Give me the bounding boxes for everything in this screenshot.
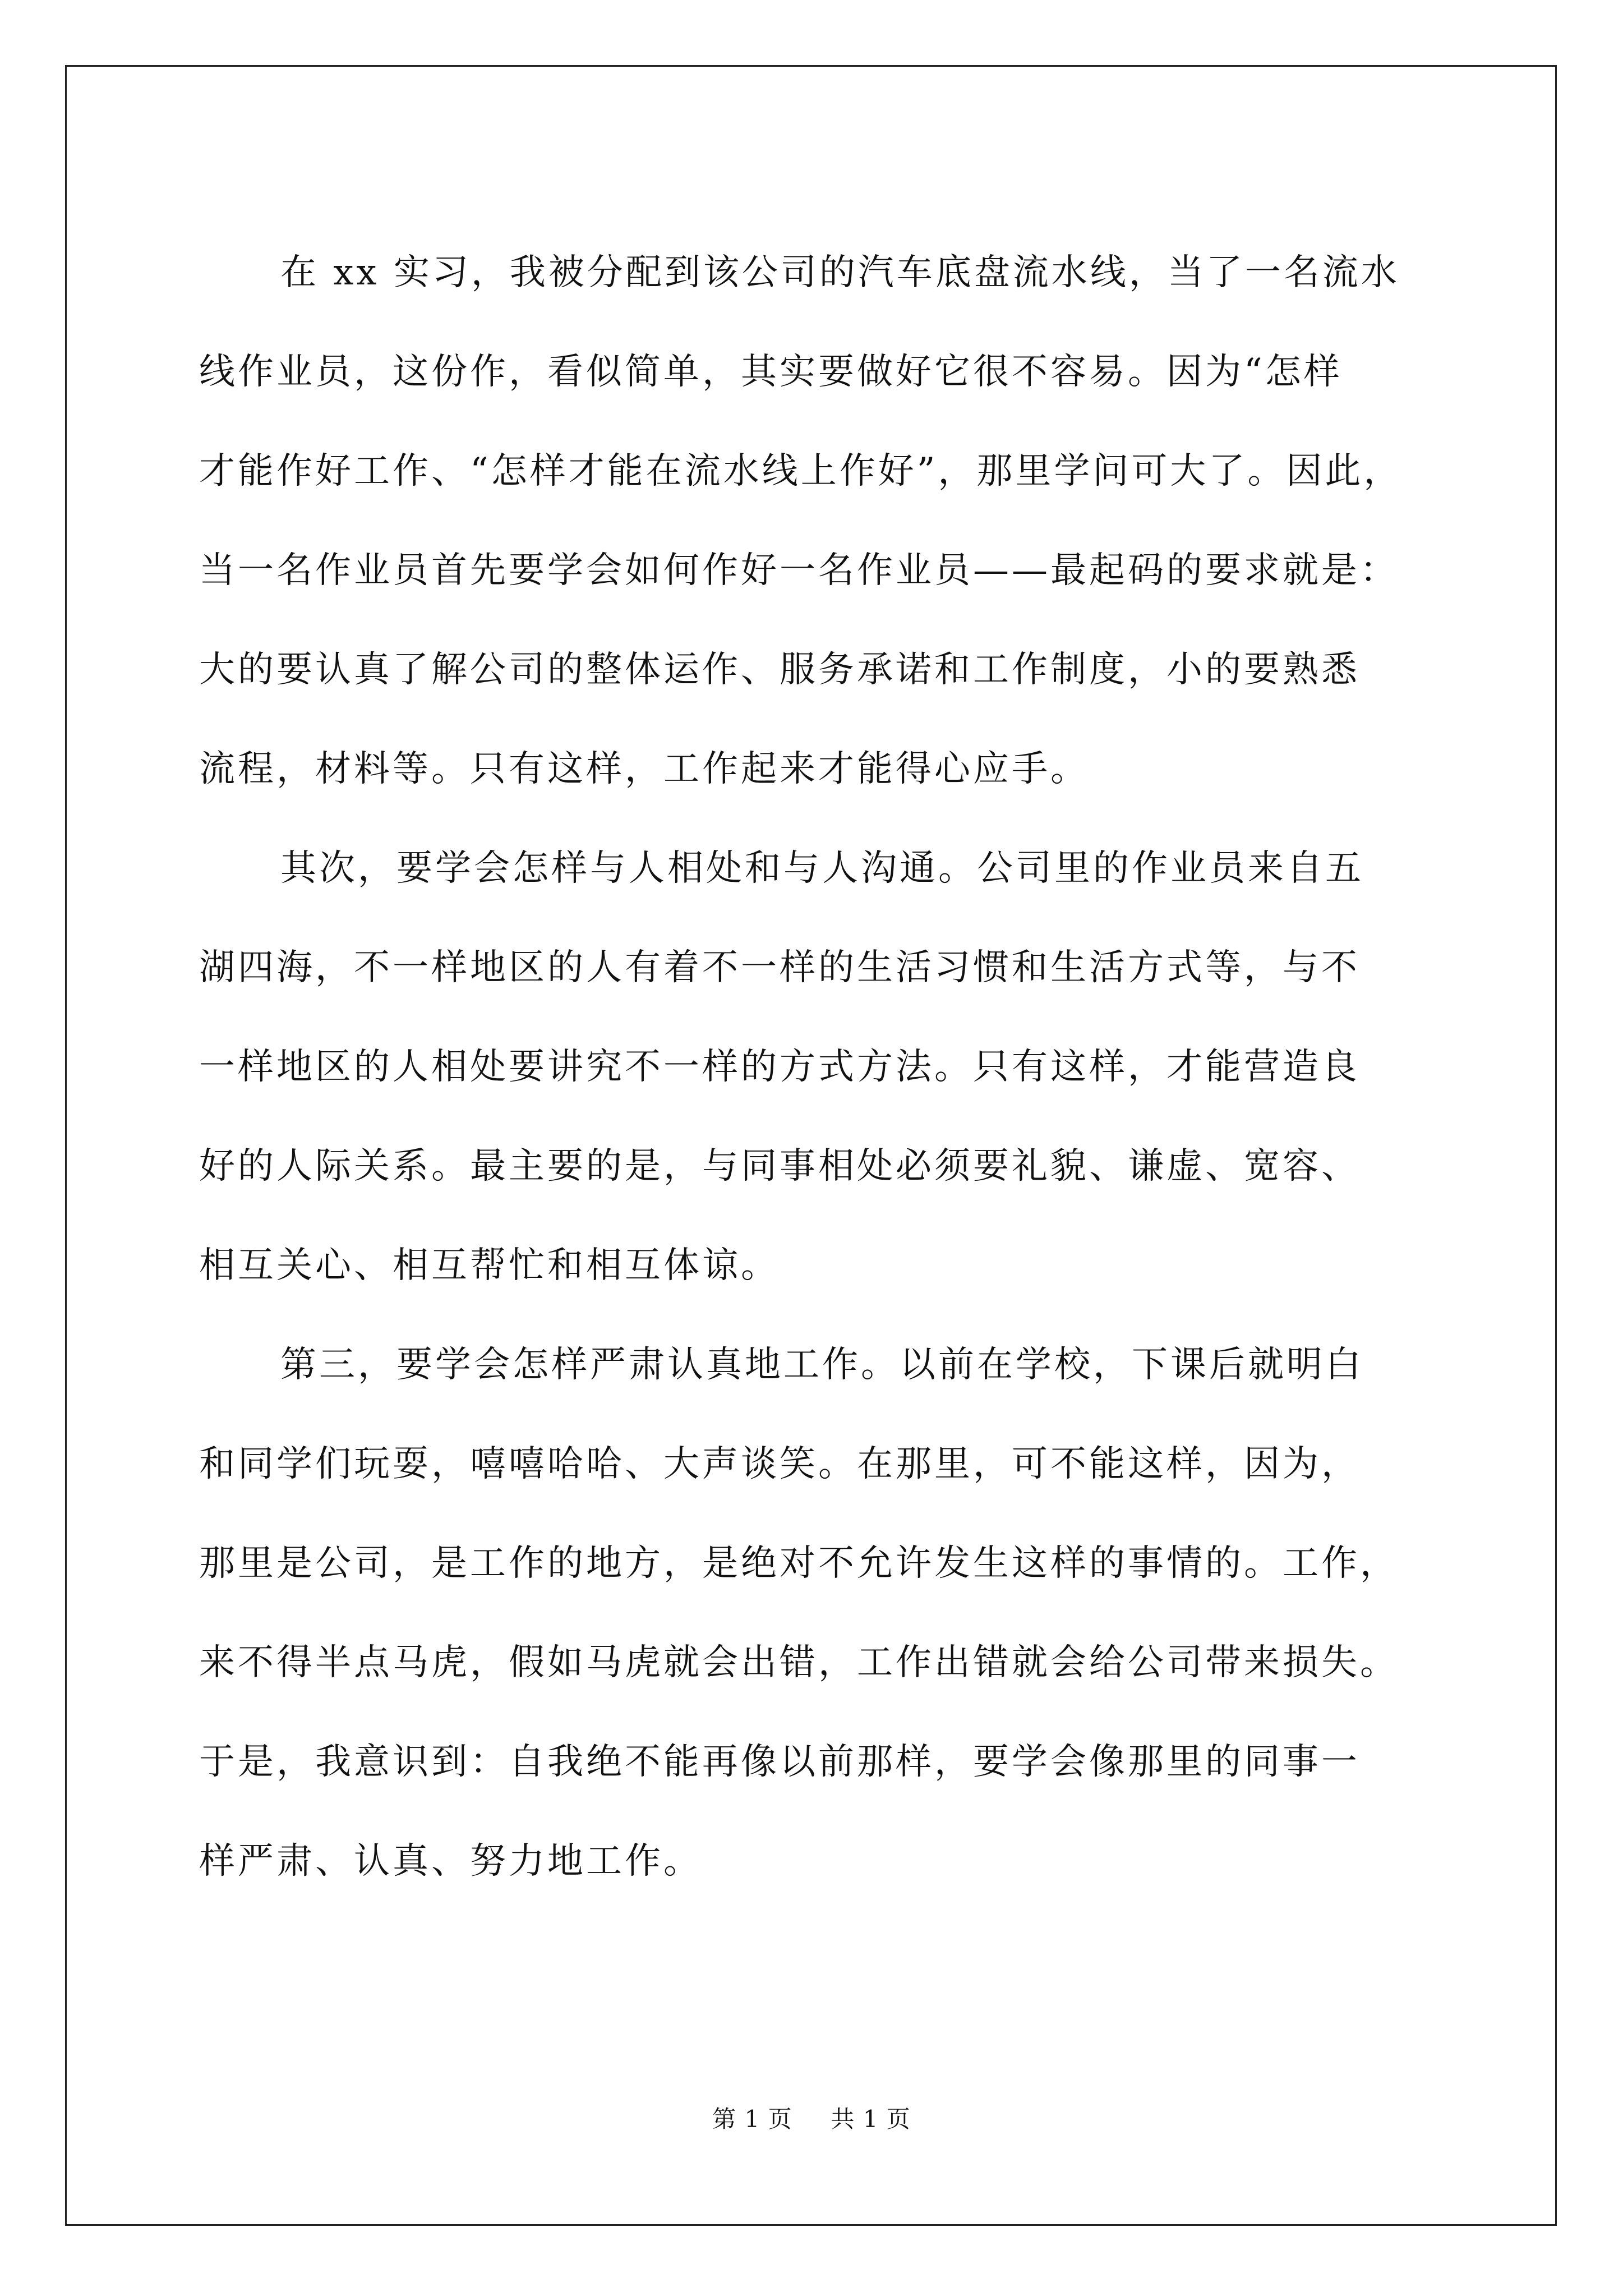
paragraph-2-line-3: 一样地区的人相处要讲究不一样的方式方法。只有这样，才能营造良 — [199, 1046, 1360, 1088]
page-footer — [0, 2101, 1623, 2134]
paragraph-1-line-5: 大的要认真了解公司的整体运作、服务承诺和工作制度，小的要熟悉 — [199, 649, 1360, 691]
paragraph-3-line-1: 第三，要学会怎样严肃认真地工作。以前在学校，下课后就明白 — [280, 1344, 1364, 1386]
document-body — [199, 223, 1441, 1911]
paragraph-2-line-4: 好的人际关系。最主要的是，与同事相处必须要礼貌、谦虚、宽容、 — [199, 1145, 1360, 1187]
paragraph-3-line-5: 于是，我意识到：自我绝不能再像以前那样，要学会像那里的同事一 — [199, 1741, 1360, 1783]
paragraph-3-line-2: 和同学们玩耍，嘻嘻哈哈、大声谈笑。在那里，可不能这样，因为， — [199, 1443, 1360, 1485]
paragraph-3-line-3: 那里是公司，是工作的地方，是绝对不允许发生这样的事情的。工作， — [199, 1543, 1399, 1584]
paragraph-1-line-4: 当一名作业员首先要学会如何作好一名作业员——最起码的要求就是： — [199, 550, 1399, 591]
paragraph-3-line-6: 样严肃、认真、努力地工作。 — [199, 1841, 702, 1882]
paragraph-1-line-3: 才能作好工作、“怎样才能在流水线上作好”，那里学问可大了。因此， — [199, 450, 1403, 492]
paragraph-2-line-2: 湖四海，不一样地区的人有着不一样的生活习惯和生活方式等，与不 — [199, 947, 1360, 988]
paragraph-1-line-2: 线作业员，这份作，看似简单，其实要做好它很不容易。因为“怎样 — [199, 351, 1343, 393]
paragraph-2-line-5: 相互关心、相互帮忙和相互体谅。 — [199, 1245, 780, 1286]
paragraph-1-line-1: 在 xx 实习，我被分配到该公司的汽车底盘流水线，当了一名流水 — [280, 252, 1400, 293]
paragraph-1-line-6: 流程，材料等。只有这样，工作起来才能得心应手。 — [199, 748, 1089, 790]
paragraph-2-line-1: 其次，要学会怎样与人相处和与人沟通。公司里的作业员来自五 — [280, 848, 1364, 889]
page-total: 共 1 页 — [831, 2105, 911, 2133]
page-number: 第 1 页 — [712, 2105, 792, 2133]
paragraph-3-line-4: 来不得半点马虎，假如马虎就会出错，工作出错就会给公司带来损失。 — [199, 1642, 1399, 1683]
